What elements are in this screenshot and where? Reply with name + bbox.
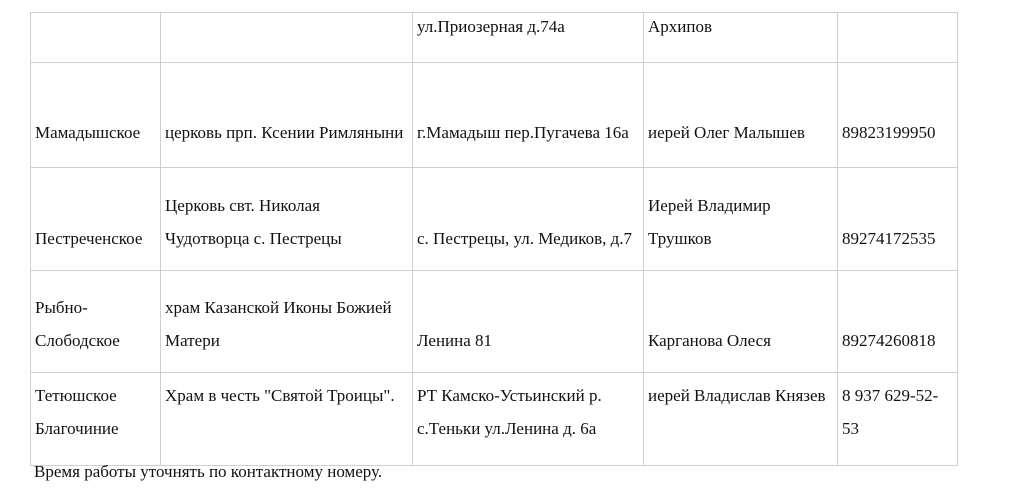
cell-text: 89274260818	[842, 331, 936, 350]
cell-text: Рыбно-Слободское	[35, 298, 120, 350]
deanery-cell	[31, 373, 161, 466]
deanery-cell	[31, 63, 161, 168]
cell-text: иерей Олег Малышев	[648, 123, 805, 142]
cell-text: Пестреченское	[35, 229, 143, 248]
deanery-cell	[31, 13, 161, 63]
working-hours-note: Время работы уточнять по контактному номеру.	[34, 462, 383, 481]
cell-text: 89274172535	[842, 229, 936, 248]
address-cell	[413, 13, 644, 63]
cell-text: 89823199950	[842, 123, 936, 142]
contact-person-cell	[644, 168, 838, 271]
cell-text: храм Казанской Иконы Божией Матери	[165, 298, 392, 350]
phone-cell	[838, 63, 958, 168]
cell-text: с. Пестрецы, ул. Медиков, д.7	[417, 229, 633, 248]
table-row	[31, 271, 958, 373]
table-row	[31, 373, 958, 466]
cell-text: Карганова Олеся	[648, 331, 771, 350]
contacts-table	[30, 12, 958, 466]
deanery-cell	[31, 168, 161, 271]
phone-cell	[838, 373, 958, 466]
address-cell	[413, 63, 644, 168]
church-cell	[161, 63, 413, 168]
church-cell	[161, 373, 413, 466]
cell-text: Иерей Владимир Трушков	[648, 196, 771, 248]
cell-text: Тетюшское Благочиние	[35, 386, 119, 438]
deanery-cell	[31, 271, 161, 373]
phone-cell	[838, 271, 958, 373]
church-cell	[161, 168, 413, 271]
address-cell	[413, 271, 644, 373]
church-cell	[161, 13, 413, 63]
contact-person-cell	[644, 271, 838, 373]
cell-text: Храм в честь "Святой Троицы".	[165, 386, 395, 405]
cell-text: Ленина 81	[417, 331, 493, 350]
address-cell	[413, 373, 644, 466]
cell-text: г.Мамадыш пер.Пугачева 16а	[417, 123, 629, 142]
cell-text: Мамадышское	[35, 123, 141, 142]
table-row	[31, 13, 958, 63]
cell-text: Архипов	[648, 17, 712, 36]
contact-person-cell	[644, 63, 838, 168]
church-cell	[161, 271, 413, 373]
phone-cell	[838, 13, 958, 63]
cell-text: 8 937 629-52-53	[842, 386, 939, 438]
cell-text: ул.Приозерная д.74а	[417, 17, 565, 36]
cell-text: иерей Владислав Князев	[648, 386, 826, 405]
table-row	[31, 63, 958, 168]
cell-text: церковь прп. Ксении Римляныни	[165, 123, 404, 142]
contact-person-cell	[644, 13, 838, 63]
cell-text: РТ Камско-Устьинский р. с.Теньки ул.Ленина д. 6а	[417, 386, 602, 438]
cell-text: Церковь свт. Николая Чудотворца с. Пестрецы	[165, 196, 342, 248]
address-cell	[413, 168, 644, 271]
phone-cell	[838, 168, 958, 271]
table-row	[31, 168, 958, 271]
contact-person-cell	[644, 373, 838, 466]
